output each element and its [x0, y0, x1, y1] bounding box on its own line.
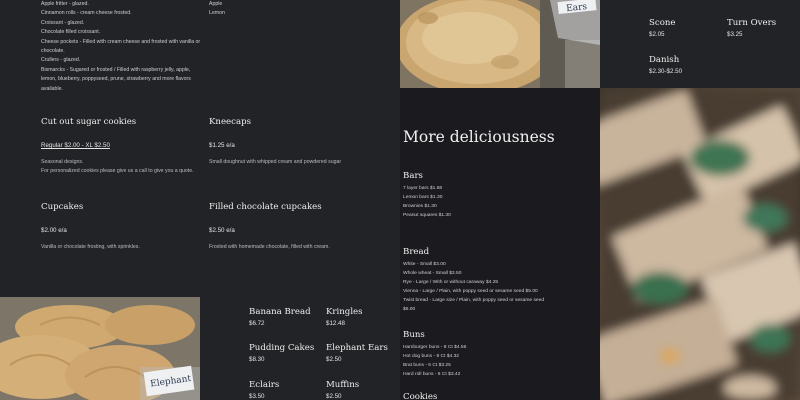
menu-item-filled-cupcakes: [209, 202, 389, 252]
menu-item-cupcakes: [41, 202, 201, 252]
item-price: $2.50: [326, 393, 342, 400]
item-name: Kringles: [326, 307, 363, 317]
desc-line: Vanilla or chocolate frosting, with sprinkles.: [41, 244, 140, 250]
menu-item-muffins: [326, 380, 398, 400]
item-price: $1.25 e/a: [209, 142, 235, 149]
item-name: Pudding Cakes: [249, 343, 315, 353]
photo-elephant-ears-top: [400, 0, 600, 88]
item-price: $2.00 e/a: [41, 227, 67, 234]
item-name: Eclairs: [249, 380, 280, 390]
pastry-line: Cinnamon rolls - cream cheese frosted.: [41, 10, 132, 17]
list-item: White - Small $3.00: [403, 262, 446, 267]
pastry-line: available.: [41, 85, 63, 92]
list-item: Vienna - Large / Plain, with poppy seed or sesame seed $5.00: [403, 289, 538, 295]
item-price: $8.30: [249, 356, 265, 363]
item-name: Banana Bread: [249, 307, 311, 317]
menu-item-danish: [649, 55, 739, 75]
item-price: $12.48: [326, 320, 345, 327]
section-title: Bars: [403, 171, 423, 181]
item-description: [209, 158, 389, 167]
list-item: Hot dog buns - 8 Ct $4.32: [403, 354, 460, 360]
list-item: Twist bread - Large size / Plain, with poppy seed or sesame seed: [403, 298, 545, 304]
list-item: 7 layer bars $1.68: [403, 186, 443, 191]
pastry-list: [41, 0, 206, 94]
flavor-line: Lemon: [209, 10, 225, 17]
item-title: Kneecaps: [209, 117, 251, 127]
list-item: $6.00: [403, 307, 416, 313]
item-price: $2.50: [326, 356, 342, 363]
item-price: $2.05: [649, 31, 665, 38]
bread-section: [403, 247, 598, 315]
menu-item-eclairs: [249, 380, 324, 400]
item-name: Danish: [649, 55, 680, 65]
pastry-photo-art: [600, 88, 800, 400]
pastry-line: Croissant - glazed.: [41, 19, 85, 26]
item-title: Cupcakes: [41, 202, 84, 212]
list-item: Lemon bars $1.30: [403, 195, 443, 201]
flavor-line: Apple: [209, 1, 223, 7]
section-title: Cookies: [403, 392, 438, 400]
item-title: Cut out sugar cookies: [41, 117, 137, 127]
item-name: Scone: [649, 18, 676, 28]
photo-pastries-blurred: [600, 88, 800, 400]
menu-item-turn-overs: [727, 18, 797, 38]
section-heading: More deliciousness: [403, 128, 555, 146]
pastry-line: Chocolate filled croissant.: [41, 29, 101, 36]
menu-item-elephant-ears: [326, 343, 398, 363]
sign-text: Ears: [565, 2, 588, 15]
left-menu-panel: [0, 0, 400, 297]
desc-line: Small doughnut with whipped cream and powdered sugar: [209, 159, 342, 165]
item-price: Regular $2.00 - XL $2.50: [41, 142, 110, 149]
item-price: $3.50: [249, 393, 265, 400]
item-name: Turn Overs: [727, 18, 777, 28]
cookies-section: [403, 392, 598, 400]
pastry-line: chocolate.: [41, 48, 65, 55]
section-title: Bread: [403, 247, 430, 257]
item-name: Elephant Ears: [326, 343, 388, 353]
menu-item-sugar-cookies: [41, 117, 201, 176]
list-item: Brat buns - 6 Ct $3.25: [403, 363, 451, 369]
item-price: $2.50 e/a: [209, 227, 235, 234]
sign-text: Elephant: [149, 373, 192, 390]
item-price: $2.30-$2.50: [649, 68, 683, 75]
list-item: Whole wheat - Small $3.50: [403, 271, 462, 277]
more-deliciousness-panel: [400, 88, 600, 400]
flavor-list: [209, 0, 289, 19]
item-name: Muffins: [326, 380, 360, 390]
menu-item-pudding-cakes: [249, 343, 324, 363]
bottom-menu-panel: [200, 297, 400, 400]
pastry-line: Apple fritter - glazed.: [41, 1, 89, 7]
item-title: Filled chocolate cupcakes: [209, 202, 322, 212]
photo-elephant-ears-bottom: [0, 297, 200, 400]
menu-item-banana-bread: [249, 307, 324, 327]
pastry-line: Cheese pockets - Filled with cream cheese and frosted with vanilla or: [41, 38, 201, 45]
item-price: $6.72: [249, 320, 265, 327]
item-price: $3.25: [727, 31, 743, 38]
section-list: [403, 260, 598, 315]
menu-item-scone: [649, 18, 719, 38]
section-title: Buns: [403, 330, 425, 340]
pastry-photo-art: [400, 0, 600, 88]
buns-section: [403, 330, 598, 379]
menu-item-kneecaps: [209, 117, 389, 167]
pastry-line: lemon, blueberry, poppyseed, prune, strawberry and more flavors: [41, 76, 191, 83]
desc-line: For personalized cookies please give us a call to give you a quote.: [41, 168, 194, 174]
item-description: [41, 158, 211, 176]
list-item: Peanut squares $1.30: [403, 213, 451, 219]
list-item: Hard roll buns - 6 Ct $3.42: [403, 372, 461, 378]
section-list: [403, 343, 598, 379]
top-right-menu-panel: [600, 0, 800, 88]
list-item: Rye - Large / With or without caraway $4.25: [403, 280, 499, 286]
list-item: Hamburger buns - 8 Ct $4.56: [403, 345, 467, 350]
desc-line: Frosted with homemade chocolate, filled with cream.: [209, 244, 330, 250]
bars-section: [403, 171, 598, 220]
pastry-line: Crullers - glazed.: [41, 57, 81, 64]
desc-line: Seasonal designs.: [41, 159, 84, 165]
item-description: [41, 243, 201, 252]
pastry-line: Bismarcks - Sugared or frosted / Filled with raspberry jelly, apple,: [41, 66, 191, 73]
pastry-photo-art: [0, 297, 200, 400]
item-description: [209, 243, 389, 252]
section-list: [403, 184, 598, 220]
menu-item-kringles: [326, 307, 398, 327]
list-item: Brownies $1.30: [403, 204, 437, 210]
